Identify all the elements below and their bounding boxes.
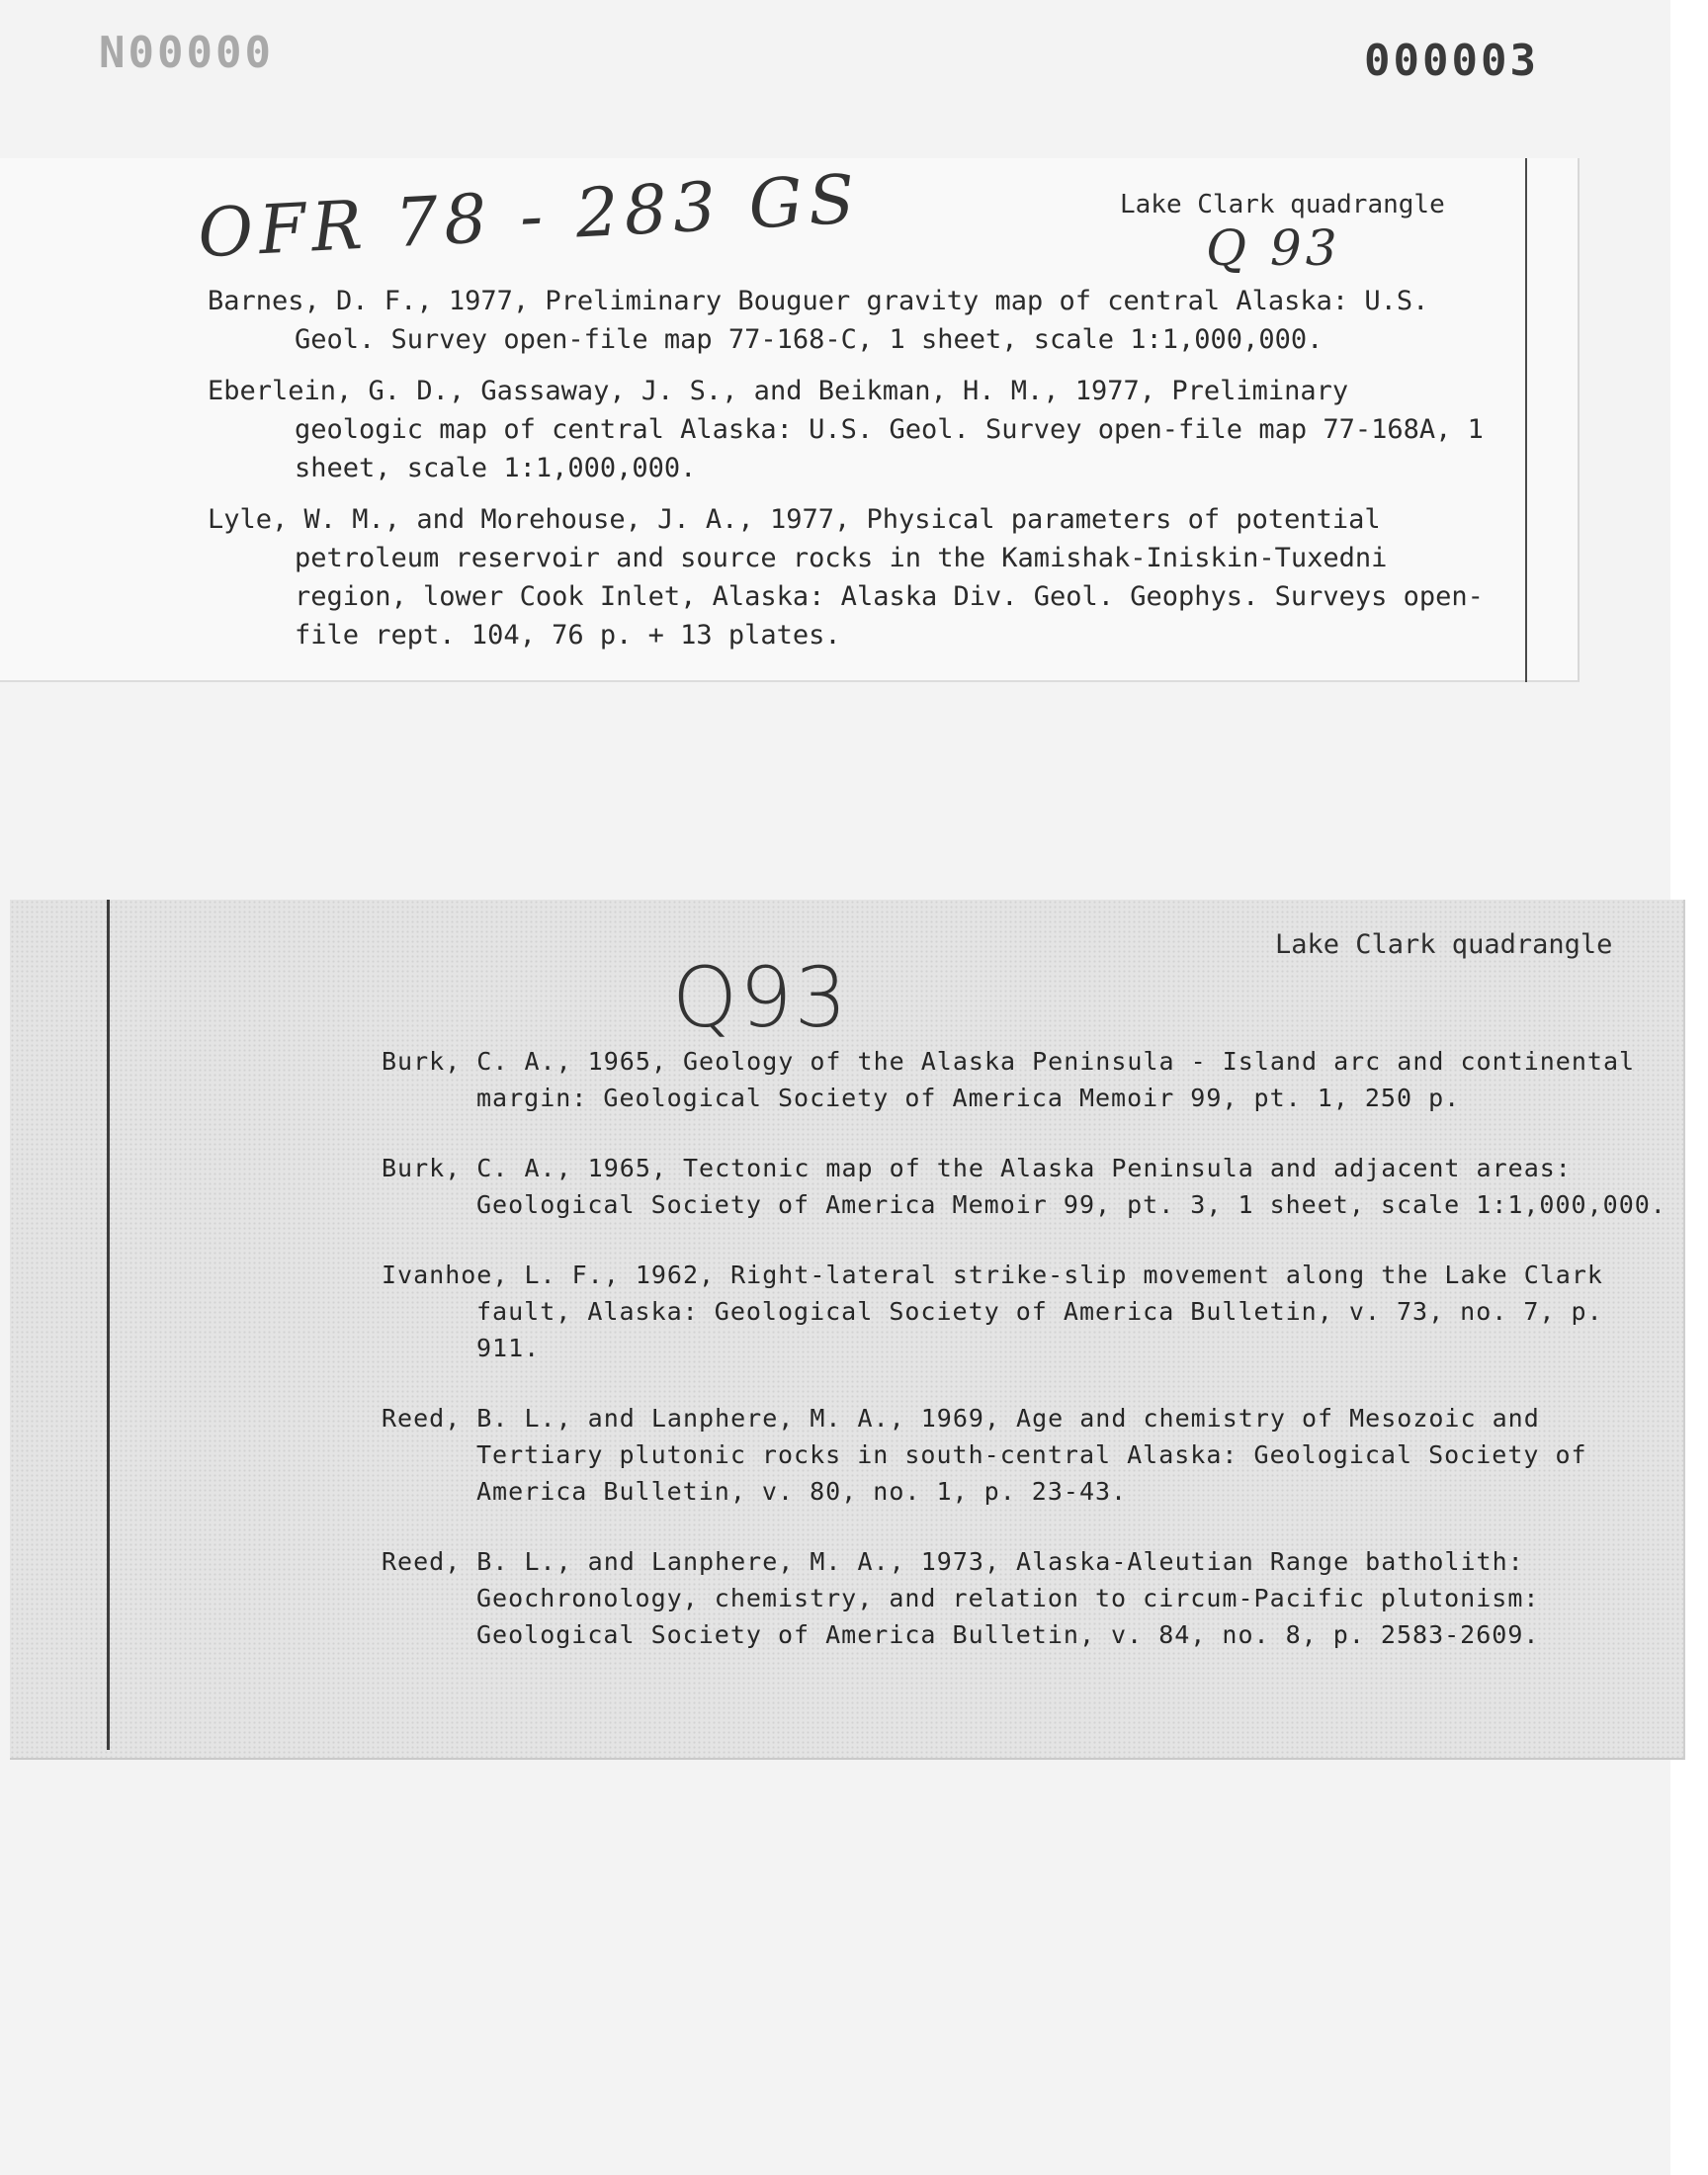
reference-entry: Reed, B. L., and Lanphere, M. A., 1969, Age and chemistry of Mesozoic and Tertiary plutonic rocks in south-central Alaska: Geological Society of America Bulletin, v. 80, no. 1, p. 23-43.: [382, 1404, 1587, 1506]
card-rule-line: [107, 900, 110, 1750]
reference-entry: Barnes, D. F., 1977, Preliminary Bouguer gravity map of central Alaska: U.S. Geol. Survey open-file map 77-168-C, 1 sheet, scale 1:1,000,000.: [208, 286, 1429, 355]
reference-entry: Eberlein, G. D., Gassaway, J. S., and Beikman, H. M., 1977, Preliminary geologic map of central Alaska: U.S. Geol. Survey open-file map 77-168A, 1 sheet, scale 1:1,000,000.: [208, 376, 1484, 483]
reference-entry: Lyle, W. M., and Morehouse, J. A., 1977, Physical parameters of potential petroleum reservoir and source rocks in the Kamishak-Iniskin-Tuxedni region, lower Cook Inlet, Alaska: Alaska Div. Geol. Geophys. Surveys open-file rept. 104, 76 p. + 13 plates.: [208, 504, 1484, 651]
reference-card-top: [0, 158, 1580, 682]
card-rule-line: [1525, 158, 1527, 682]
handwritten-quadrangle-code: Q93: [672, 949, 850, 1046]
reference-entry: Reed, B. L., and Lanphere, M. A., 1973, Alaska-Aleutian Range batholith: Geochronology, chemistry, and relation to circum-Pacific plutonism: Geological Society of America Bulletin, v. 84, no. 8, p. 2583-2609.: [382, 1547, 1540, 1649]
reference-list: [208, 282, 1493, 667]
handwritten-ofr-number: OFR 78 - 283 GS: [196, 160, 863, 274]
quadrangle-label: Lake Clark quadrangle: [1120, 190, 1445, 219]
stamp-number-left: N00000: [99, 28, 274, 78]
stamp-number-right: 000003: [1364, 36, 1539, 86]
reference-list: [382, 1043, 1666, 1687]
reference-card-bottom: [10, 900, 1685, 1760]
quadrangle-label: Lake Clark quadrangle: [1275, 929, 1613, 960]
reference-entry: Burk, C. A., 1965, Geology of the Alaska Peninsula - Island arc and continental margin: Geological Society of America Memoir 99, pt. 1, 250 p.: [382, 1047, 1636, 1112]
reference-entry: Ivanhoe, L. F., 1962, Right-lateral strike-slip movement along the Lake Clark fault, Alaska: Geological Society of America Bulletin, v. 73, no. 7, p. 911.: [382, 1261, 1603, 1362]
reference-entry: Burk, C. A., 1965, Tectonic map of the Alaska Peninsula and adjacent areas: Geological Society of America Memoir 99, pt. 3, 1 sheet, scale 1:1,000,000.: [382, 1154, 1666, 1219]
handwritten-quadrangle-code: Q 93: [1206, 219, 1341, 277]
